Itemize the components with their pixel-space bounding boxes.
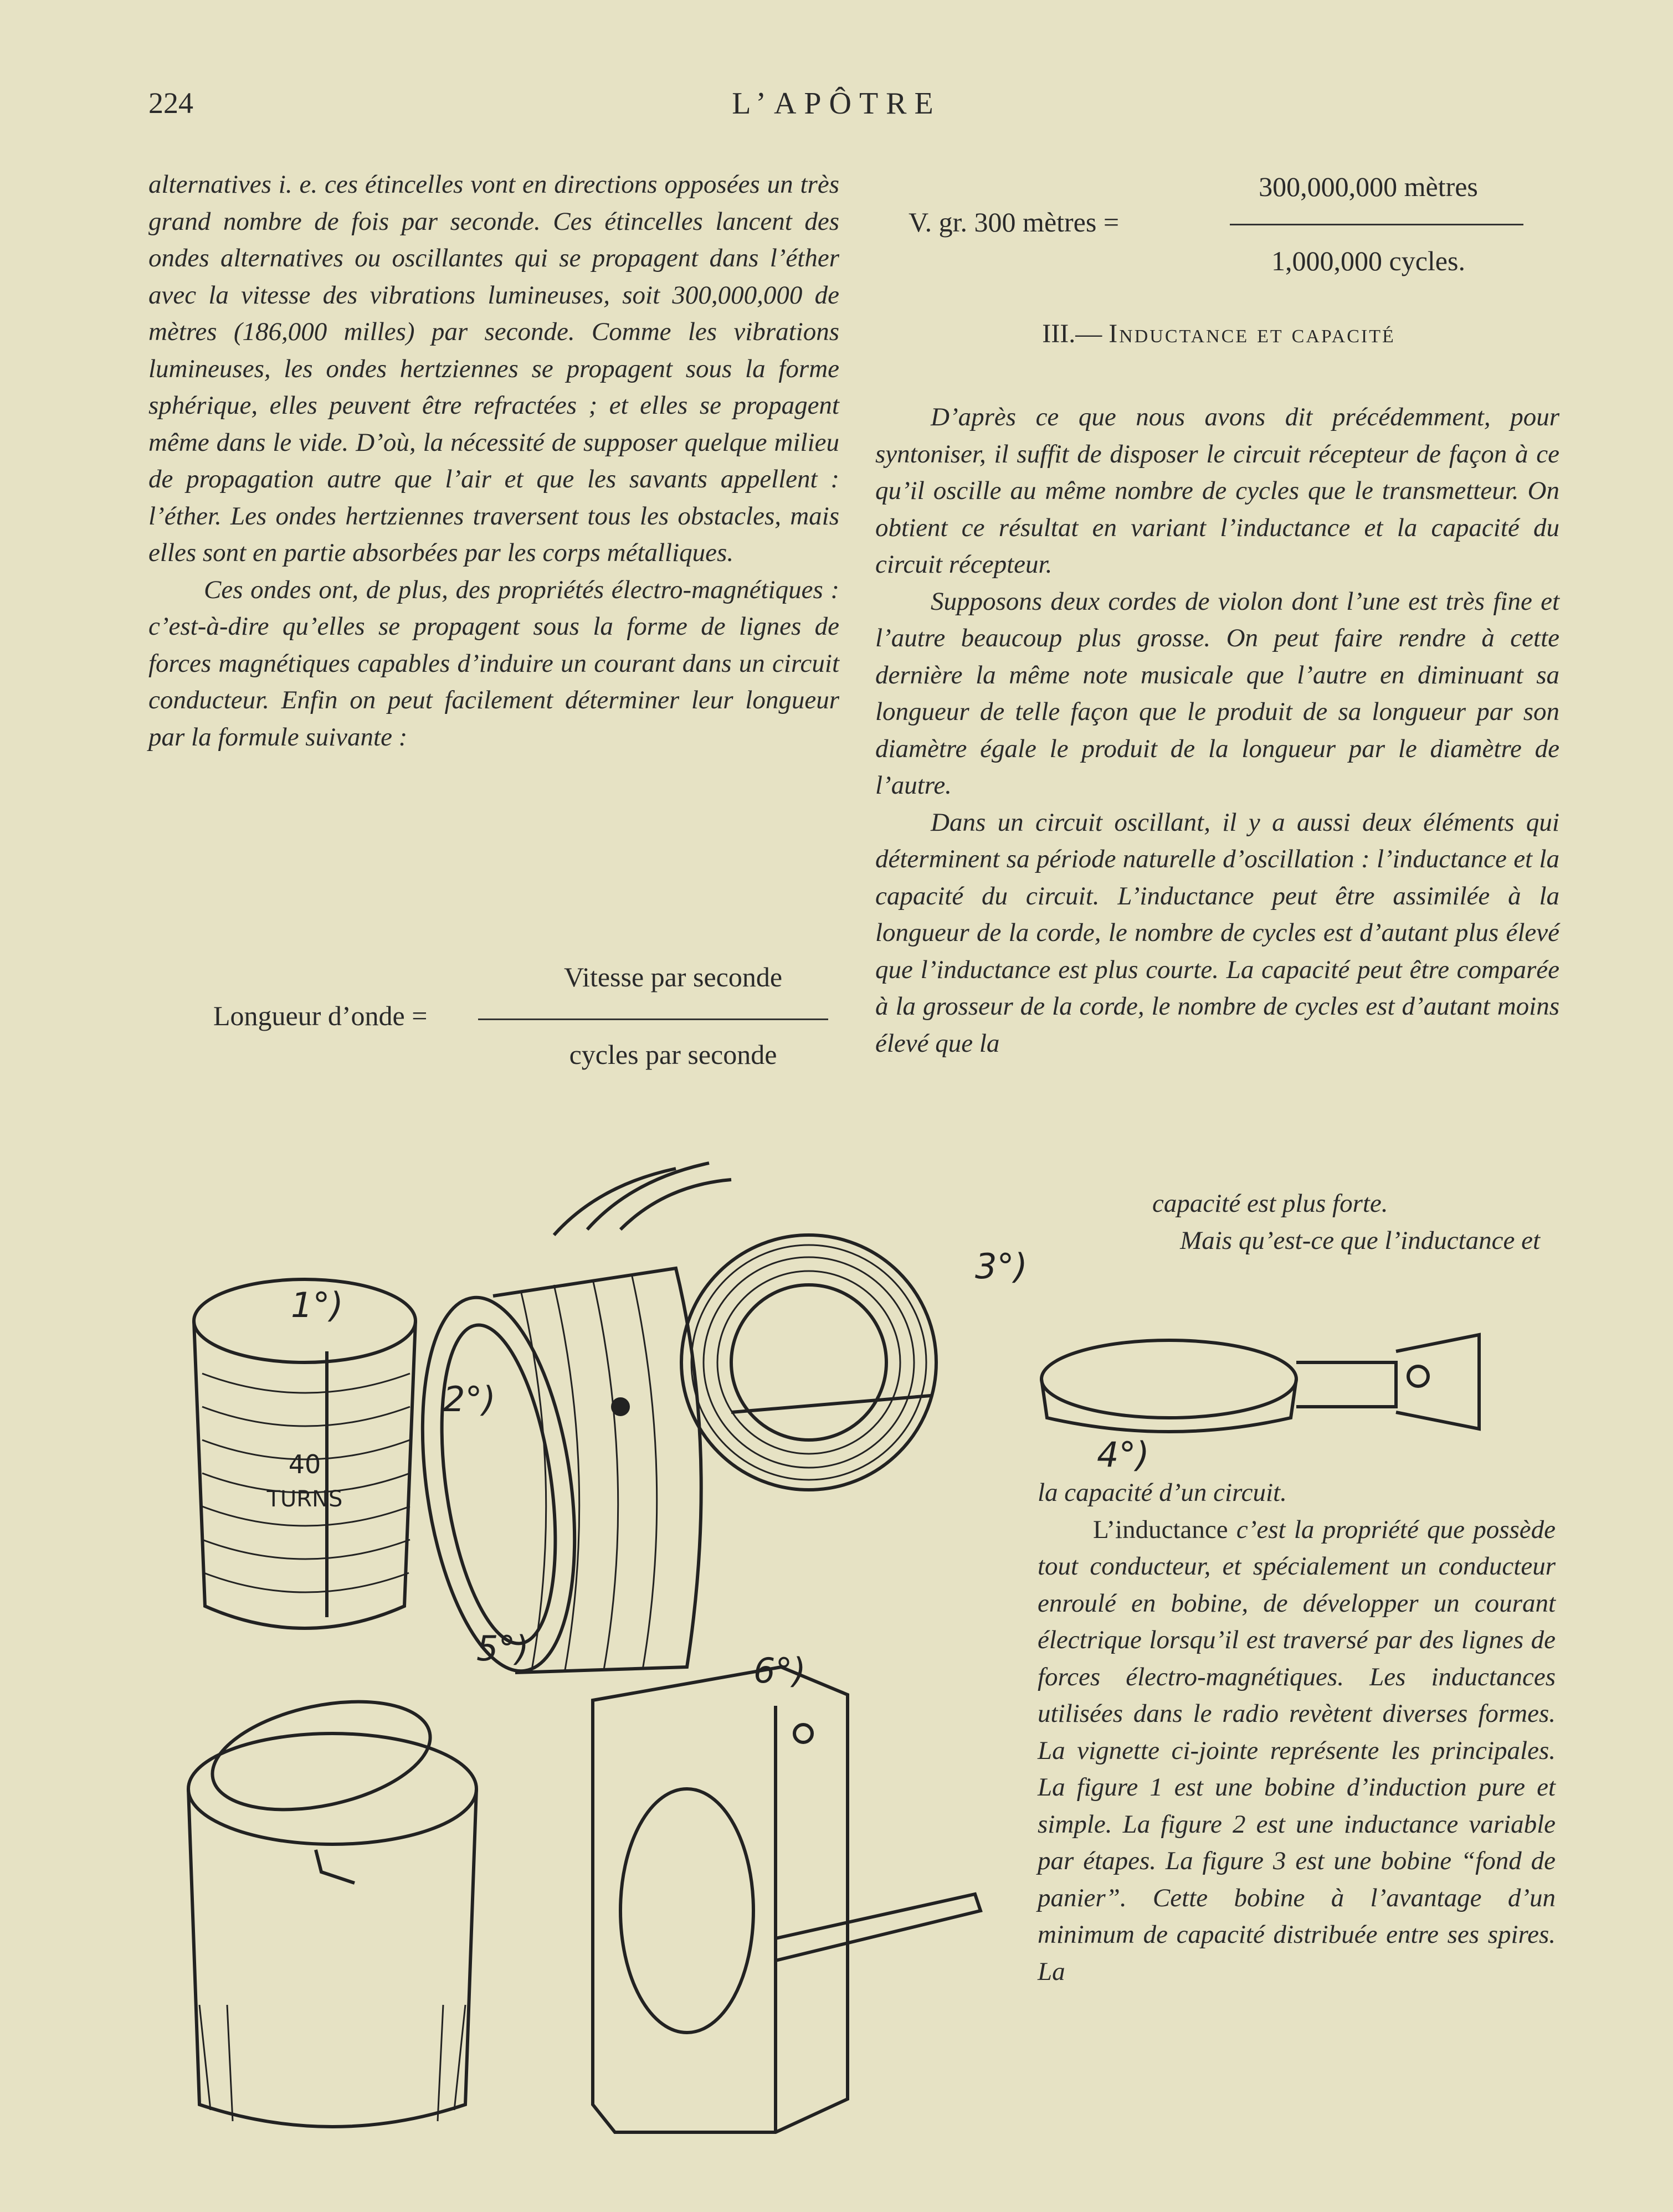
fraction-bar: [478, 1018, 828, 1020]
wavelength-formula: [213, 961, 839, 1083]
right-column: [875, 399, 1559, 1062]
inductance-illustration: [177, 1119, 1562, 2154]
section-heading: [875, 318, 1562, 349]
example-formula: [909, 171, 1523, 287]
paragraph: Supposons deux cordes de violon dont l’une est très fine et l’autre beaucoup plus grosse. On peut faire rendre à cette dernière la même note musicale que l’autre en diminuant sa longueur de telle façon que le produit de sa longueur par son diamètre égale le produit de la longueur par le diamètre de l’autre.: [875, 587, 1559, 800]
paragraph-line: capacité est plus forte.: [1152, 1189, 1388, 1218]
formula-denominator: cycles par seconde: [569, 1039, 777, 1070]
paragraph: alternatives i. e. ces étincelles vont en directions opposées un très grand nombre de fois par seconde. Ces étincelles lancent des ondes alternatives ou oscillantes qui se propagent dans l’éther avec la vitesse des vibrations lumineuses, soit 300,000,000 de mètres (186,000 milles) par seconde. Comme les vibrations lumineuses, les ondes hertziennes se propagent sous la forme sphérique, elles peuvent être refractées ; et elles se propagent même dans le vide. D’où, la nécessité de supposer quelque milieu de propagation autre que l’air et que les savants appellent : l’éther. Les ondes hertziennes traversent tous les obstacles, mais elles sont en partie absorbées par les corps métalliques.: [148, 170, 839, 567]
fraction-bar: [1230, 224, 1523, 225]
paragraph-line: Mais qu’est-ce que l’inductance et: [1180, 1226, 1540, 1255]
paragraph: Dans un circuit oscillant, il y a aussi deux éléments qui déterminent sa période naturelle d’oscillation : l’inductance et la capacité du circuit. L’inductance peut être assimilée à la longueur de la corde, le nombre de cycles est d’autant plus élevé que l’inductance est plus courte. La capacité peut être comparée à la grosseur de la corde, le nombre de cycles est d’autant moins élevé que la: [875, 807, 1559, 1058]
coils-drawing: [177, 1119, 1562, 2154]
coil-text-2: TURNS: [266, 1486, 343, 1512]
coil-5-drawing: [188, 1684, 476, 2127]
coil-text-1: 40: [288, 1449, 321, 1479]
formula-label: Longueur d’onde =: [213, 1000, 428, 1031]
formula-numerator: 300,000,000 mètres: [1259, 171, 1478, 202]
page-number: 224: [148, 86, 193, 120]
left-column: [148, 166, 839, 755]
figure-label-1: 1°): [291, 1285, 343, 1325]
paragraph-text: c’est la propriété que possède tout conducteur, et spécialement un conducteur enroulé en bobine, de développer un courant électrique lorsqu’il est traversé par des lignes de forces électro-magnétiques. Les inductances utilisées dans le radio revètent diverses formes. La vignette ci-jointe représente les principales. La figure 1 est une bobine d’induction pure et simple. La figure 2 est une inductance variable par étapes. La figure 3 est une bobine “fond de panier”. Cette bobine à l’avantage d’un minimum de capacité distribuée entre ses spires. La: [1038, 1515, 1556, 1986]
coil-4-drawing: [1041, 1335, 1479, 1432]
figure-label-3: 3°): [975, 1246, 1028, 1287]
figure-label-5: 5°): [476, 1628, 529, 1669]
formula-denominator: 1,000,000 cycles.: [1271, 245, 1465, 276]
figure-label-2: 2°): [443, 1379, 496, 1419]
formula-label: V. gr. 300 mètres =: [909, 207, 1120, 238]
coil-3-drawing: [681, 1235, 936, 1490]
paragraph-line: la capacité d’un circuit.: [1038, 1478, 1287, 1507]
coil-2-drawing: [401, 1163, 731, 1681]
running-title: L’APÔTRE: [732, 86, 941, 121]
section-title: Inductance et capacité: [1109, 319, 1395, 348]
paragraph: D’après ce que nous avons dit précédemment, pour syntoniser, il suffit de disposer le circuit récepteur de façon à ce qu’il oscille au même nombre de cycles que le transmetteur. On obtient ce résultat en variant l’inductance et la capacité du circuit récepteur.: [875, 403, 1559, 579]
coil-6-drawing: [593, 1667, 981, 2132]
paragraph: Ces ondes ont, de plus, des propriétés électro-magnétiques : c’est-à-dire qu’elles se propagent sous la forme de lignes de forces magnétiques capables d’induire un courant dans un circuit conducteur. Enfin on peut facilement déterminer leur longueur par la formule suivante :: [148, 575, 839, 752]
figure-label-6: 6°): [753, 1650, 806, 1691]
figure-label-4: 4°): [1097, 1434, 1149, 1475]
section-number: III.—: [1042, 319, 1102, 348]
formula-numerator: Vitesse par seconde: [563, 961, 783, 992]
term: L’inductance: [1093, 1515, 1228, 1544]
